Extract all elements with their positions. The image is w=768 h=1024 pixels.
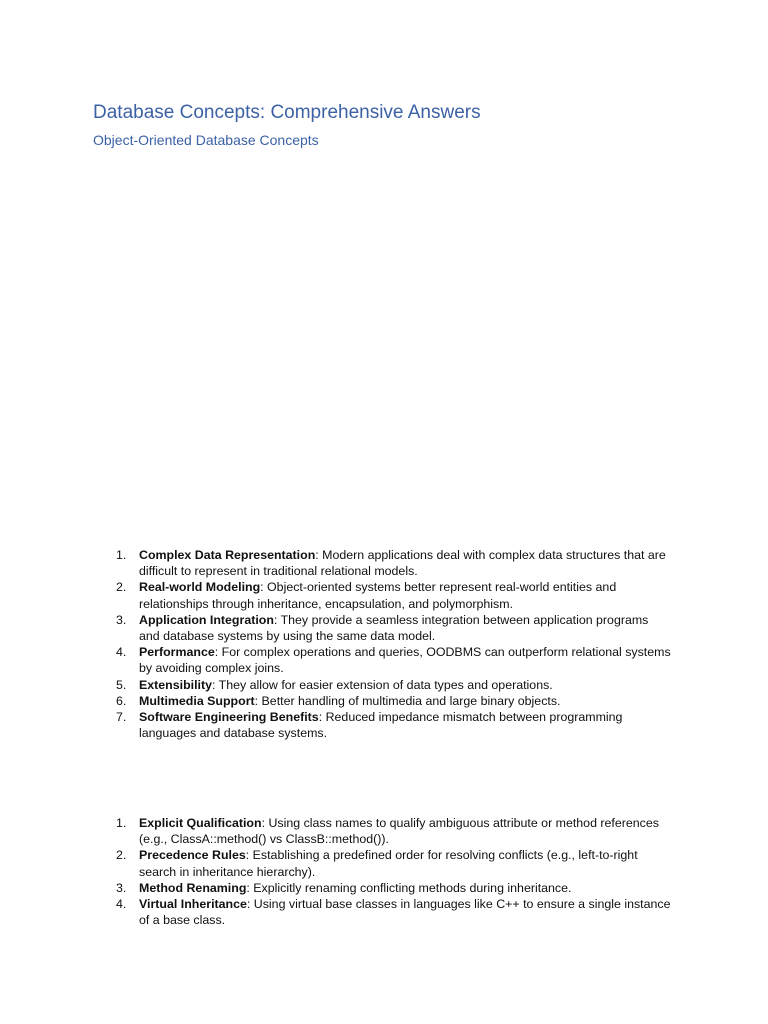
list-item-text: : Establishing a predefined order for resolving conflicts (e.g., left-to-right search in inheritance hierarchy). (139, 848, 638, 879)
list-item-number: 6. (116, 693, 127, 708)
list-item-text: : They provide a seamless integration between application programs and database systems by using the same data model. (139, 612, 649, 644)
list-item-number: 1. (116, 548, 127, 562)
list-item-text: : Object-oriented systems better represent real-world entities and relationships through inheritance, encapsulation, and polymorphism. (139, 580, 617, 611)
list-item-number: 3. (116, 880, 127, 895)
list-item-term: Software Engineering Benefits (139, 710, 319, 725)
list-item-number: 1. (116, 816, 127, 830)
oodb-reasons-list (106, 547, 672, 741)
document-subtitle: Object-Oriented Database Concepts (93, 132, 319, 148)
list-item-term: Method Renaming (139, 880, 247, 895)
list-item (106, 644, 672, 676)
list-item-number: 4. (116, 897, 127, 912)
list-item-term: Extensibility (139, 677, 212, 692)
list-item-term: Application Integration (139, 612, 274, 627)
list-item-term: Real-world Modeling (139, 580, 261, 595)
list-item-number: 5. (116, 677, 127, 692)
list-item (106, 847, 672, 879)
list-item-text: : Reduced impedance mismatch between programming languages and database systems. (139, 710, 623, 741)
list-item-term: Virtual Inheritance (139, 897, 247, 912)
document-title: Database Concepts: Comprehensive Answers (93, 102, 481, 123)
list-item (106, 693, 672, 709)
list-item-term: Explicit Qualification (139, 816, 262, 830)
list-item-term: Precedence Rules (139, 848, 246, 863)
list-item-text: : Using class names to qualify ambiguous attribute or method references (e.g., ClassA::method() vs ClassB::method()). (139, 816, 659, 847)
list-item (106, 677, 672, 693)
list-item-text: : Explicitly renaming conflicting methods during inheritance. (246, 880, 572, 895)
list-item-number: 4. (116, 645, 127, 660)
list-item-number: 3. (116, 612, 127, 627)
list-item-text: : Using virtual base classes in languages like C++ to ensure a single instance of a base class. (139, 897, 671, 928)
list-item (106, 547, 672, 579)
list-item-number: 2. (116, 580, 127, 595)
list-item-term: Complex Data Representation (139, 548, 316, 562)
list-item-term: Multimedia Support (139, 693, 255, 708)
list-item-number: 7. (116, 710, 127, 725)
list-item-number: 2. (116, 848, 127, 863)
list-item (106, 579, 672, 611)
list-item (106, 709, 672, 741)
list-item (106, 612, 672, 644)
list-item-text: : For complex operations and queries, OODBMS can outperform relational systems by avoiding complex joins. (139, 645, 671, 676)
ambiguity-resolution-list (106, 815, 672, 928)
list-item-term: Performance (139, 645, 215, 660)
list-item (106, 880, 672, 896)
list-item-text: : They allow for easier extension of data types and operations. (212, 677, 553, 692)
list-item (106, 896, 672, 928)
list-item (106, 815, 672, 847)
list-item-text: : Modern applications deal with complex data structures that are difficult to represent in traditional relational models. (139, 548, 666, 579)
list-item-text: : Better handling of multimedia and large binary objects. (254, 693, 561, 708)
